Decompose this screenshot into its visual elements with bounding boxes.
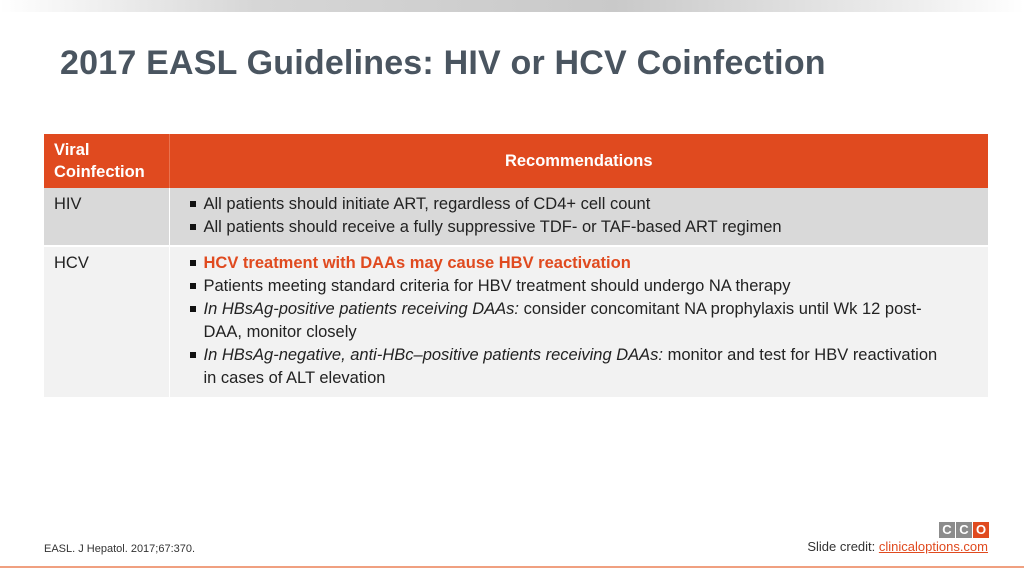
table-row-hcv	[44, 246, 988, 397]
square-bullet-icon	[190, 260, 196, 266]
table-row-hiv	[44, 188, 988, 246]
row-label-hcv: HCV	[44, 246, 169, 397]
row-label-hiv: HIV	[44, 188, 169, 246]
list-item: In HBsAg-positive patients receiving DAAs: consider concomitant NA prophylaxis until Wk 12 post-DAA, monitor closely	[204, 298, 989, 344]
highlighted-recommendation: HCV treatment with DAAs may cause HBV reactivation	[203, 254, 631, 272]
top-gradient-bar	[0, 0, 1024, 12]
square-bullet-icon	[190, 352, 196, 358]
cco-logo	[939, 522, 989, 538]
square-bullet-icon	[190, 306, 196, 312]
square-bullet-icon	[190, 224, 196, 230]
header-recommendations: Recommendations	[169, 134, 988, 188]
logo-letter: O	[973, 522, 989, 538]
credit-label: Slide credit:	[807, 539, 879, 554]
square-bullet-icon	[190, 201, 196, 207]
list-item	[204, 252, 989, 275]
citation-reference: EASL. J Hepatol. 2017;67:370.	[44, 543, 196, 555]
slide-title: 2017 EASL Guidelines: HIV or HCV Coinfection	[60, 44, 826, 82]
list-item: All patients should initiate ART, regardless of CD4+ cell count	[204, 193, 989, 216]
square-bullet-icon	[190, 283, 196, 289]
row-recs-hcv	[169, 246, 988, 397]
slide-credit	[807, 539, 988, 554]
logo-letter: C	[956, 522, 972, 538]
header-viral-coinfection: Viral Coinfection	[44, 134, 169, 188]
logo-letter: C	[939, 522, 955, 538]
list-item: In HBsAg-negative, anti-HBc–positive patients receiving DAAs: monitor and test for HBV reactivation in cases of ALT elevation	[204, 344, 989, 390]
row-recs-hiv	[169, 188, 988, 246]
credit-link[interactable]: clinicaloptions.com	[878, 539, 988, 554]
bottom-divider	[0, 566, 1024, 568]
list-item: Patients meeting standard criteria for HBV treatment should undergo NA therapy	[204, 275, 989, 298]
list-item: All patients should receive a fully suppressive TDF- or TAF-based ART regimen	[204, 216, 989, 239]
table-header-row	[44, 134, 988, 188]
recommendations-table	[44, 134, 988, 397]
